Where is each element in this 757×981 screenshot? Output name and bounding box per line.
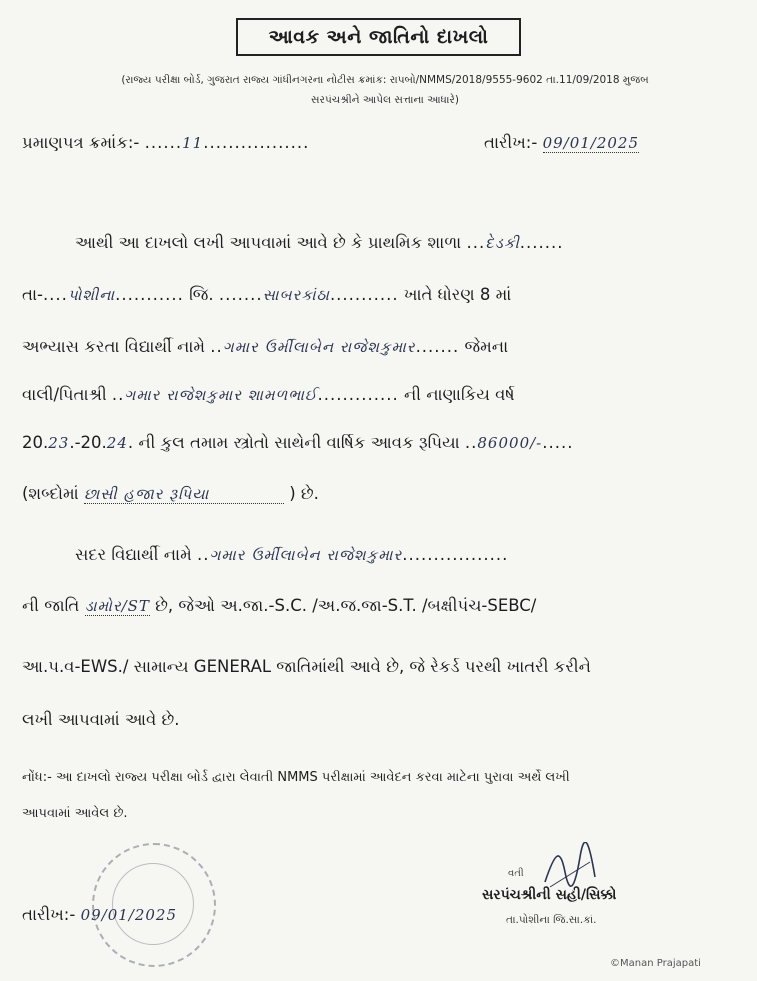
signature-prefix: વતી [508,868,524,879]
body-line-3-end: જેમના [464,337,509,356]
credit-watermark: ©Manan Prajapati [610,958,701,969]
income-label: . ની કુલ તમામ સ્ત્રોતો સાથેની વાર્ષિક આવક રૂપિયા [127,433,460,452]
authority-note-line1: (રાજ્ય પરીક્ષા બોર્ડ, ગુજરાત રાજ્ય ગાંધીનગરના નોટીસ ક્રમાંક: રાપબો/NMMS/2018/9555-9602 તા.11/09/2018 મુજબ [121,74,649,86]
body-line-8 [22,596,536,616]
certificate-number-label: પ્રમાણપત્ર ક્રમાંક:- [22,133,140,152]
taluka-label: તા- [22,285,43,304]
father-label: વાલી/પિતાશ્રી [22,385,107,404]
income-words-label: (શબ્દોમાં [22,484,79,503]
student-name: ગમાર ઉર્મીલાબેન રાજેશકુમાર [222,338,416,356]
certificate-number-value: 11 [182,134,204,152]
authority-note [40,70,730,110]
financial-year-label: ની નાણાકિય વર્ષ [403,385,515,404]
note-line-1: નોંધ:- આ દાખલો રાજ્ય પરીક્ષા બોર્ડ દ્વારા લેવાતી NMMS પરીક્ષામાં આવેદન કરવા માટેના પુરાવા અર્થે લખી [22,770,570,785]
father-name: ગમાર રાજેશકુમાર શામળભાઈ [124,386,318,404]
certificate-number-row: પ્રમાણપત્ર ક્રમાંક:- ......11................. [22,133,310,152]
signature-scribble [540,842,600,892]
body-line-5: 20.23.-20.24. ની કુલ તમામ સ્ત્રોતો સાથેની વાર્ષિક આવક રૂપિયા ..86000/-..... [22,433,574,452]
footer-date-row [22,905,177,925]
document-title: આવક અને જાતિનો દાખલો [236,18,521,56]
body-line-1-text: આથી આ દાખલો લખી આપવામાં આવે છે કે પ્રાથમિક શાળા [75,233,462,252]
district-name: સાબરકાંઠા [262,286,330,304]
year-end: 24 [106,434,128,452]
taluka-name: પોશીના [67,286,116,304]
sarpanch-signature-label: સરપંચશ્રીની સહી/સિક્કો [482,887,617,903]
body-line-1: આથી આ દાખલો લખી આપવામાં આવે છે કે પ્રાથમિક શાળા ...દેડકી....... [75,233,564,252]
body-line-2: તા-....પોશીના........... જિ. .......સાબરકાંઠા........... ખાતે ધોરણ 8 માં [22,285,512,304]
district-label: જિ. [189,285,214,304]
footer-date-label: તારીખ:- [22,905,76,924]
body-line-4: વાલી/પિતાશ્રી ..ગમાર રાજેશકુમાર શામળભાઈ............. ની નાણાકિય વર્ષ [22,385,515,404]
annual-income: 86000/- [477,434,543,452]
body-line-9: આ.પ.વ-EWS./ સામાન્ય GENERAL જાતિમાંથી આવે છે, જે રેકર્ડ પરથી ખાતરી કરીને [22,657,591,676]
student-label-2: સદર વિદ્યાર્થી નામે [75,545,192,564]
body-line-10: લખી આપવામાં આવે છે. [22,710,180,729]
issue-date-value: 09/01/2025 [542,134,640,152]
standard-text: ખાતે ધોરણ 8 માં [403,285,512,304]
student-name-2: ગમાર ઉર્મીલાબેન રાજેશકુમાર [209,546,403,564]
year-start-prefix: 20. [22,433,49,452]
body-line-3: અભ્યાસ કરતા વિદ્યાર્થી નામે ..ગમાર ઉર્મીલાબેન રાજેશકુમાર....... જેમના [22,337,509,356]
body-line-7: સદર વિદ્યાર્થી નામે ..ગમાર ઉર્મીલાબેન રાજેશકુમાર................. [75,545,509,564]
caste-label: ની જાતિ [22,596,80,615]
signature-place: તા.પોશીના જિ.સા.કાં. [506,914,597,926]
year-end-prefix: .-20. [69,433,107,452]
note-line-2: આપવામાં આવેલ છે. [22,806,128,821]
body-line-6 [22,484,319,504]
year-start: 23 [48,434,70,452]
issue-date-row [484,133,639,153]
issue-date-label: તારીખ:- [484,133,538,152]
income-in-words: છાસી હજાર રૂપિયા [84,485,284,504]
school-name: દેડકી [485,234,520,252]
caste-value: ડામોર/ST [84,597,150,615]
student-label: અભ્યાસ કરતા વિદ્યાર્થી નામે [22,337,206,356]
footer-date-value: 09/01/2025 [80,906,178,924]
income-words-close: ) છે. [289,484,319,503]
authority-note-line2: સરપંચશ્રીને આપેલ સત્તાના આધારે) [311,94,459,106]
caste-categories: છે, જેઓ અ.જા.-S.C. /અ.જ.જા-S.T. /બક્ષીપંચ-SEBC/ [155,596,537,615]
